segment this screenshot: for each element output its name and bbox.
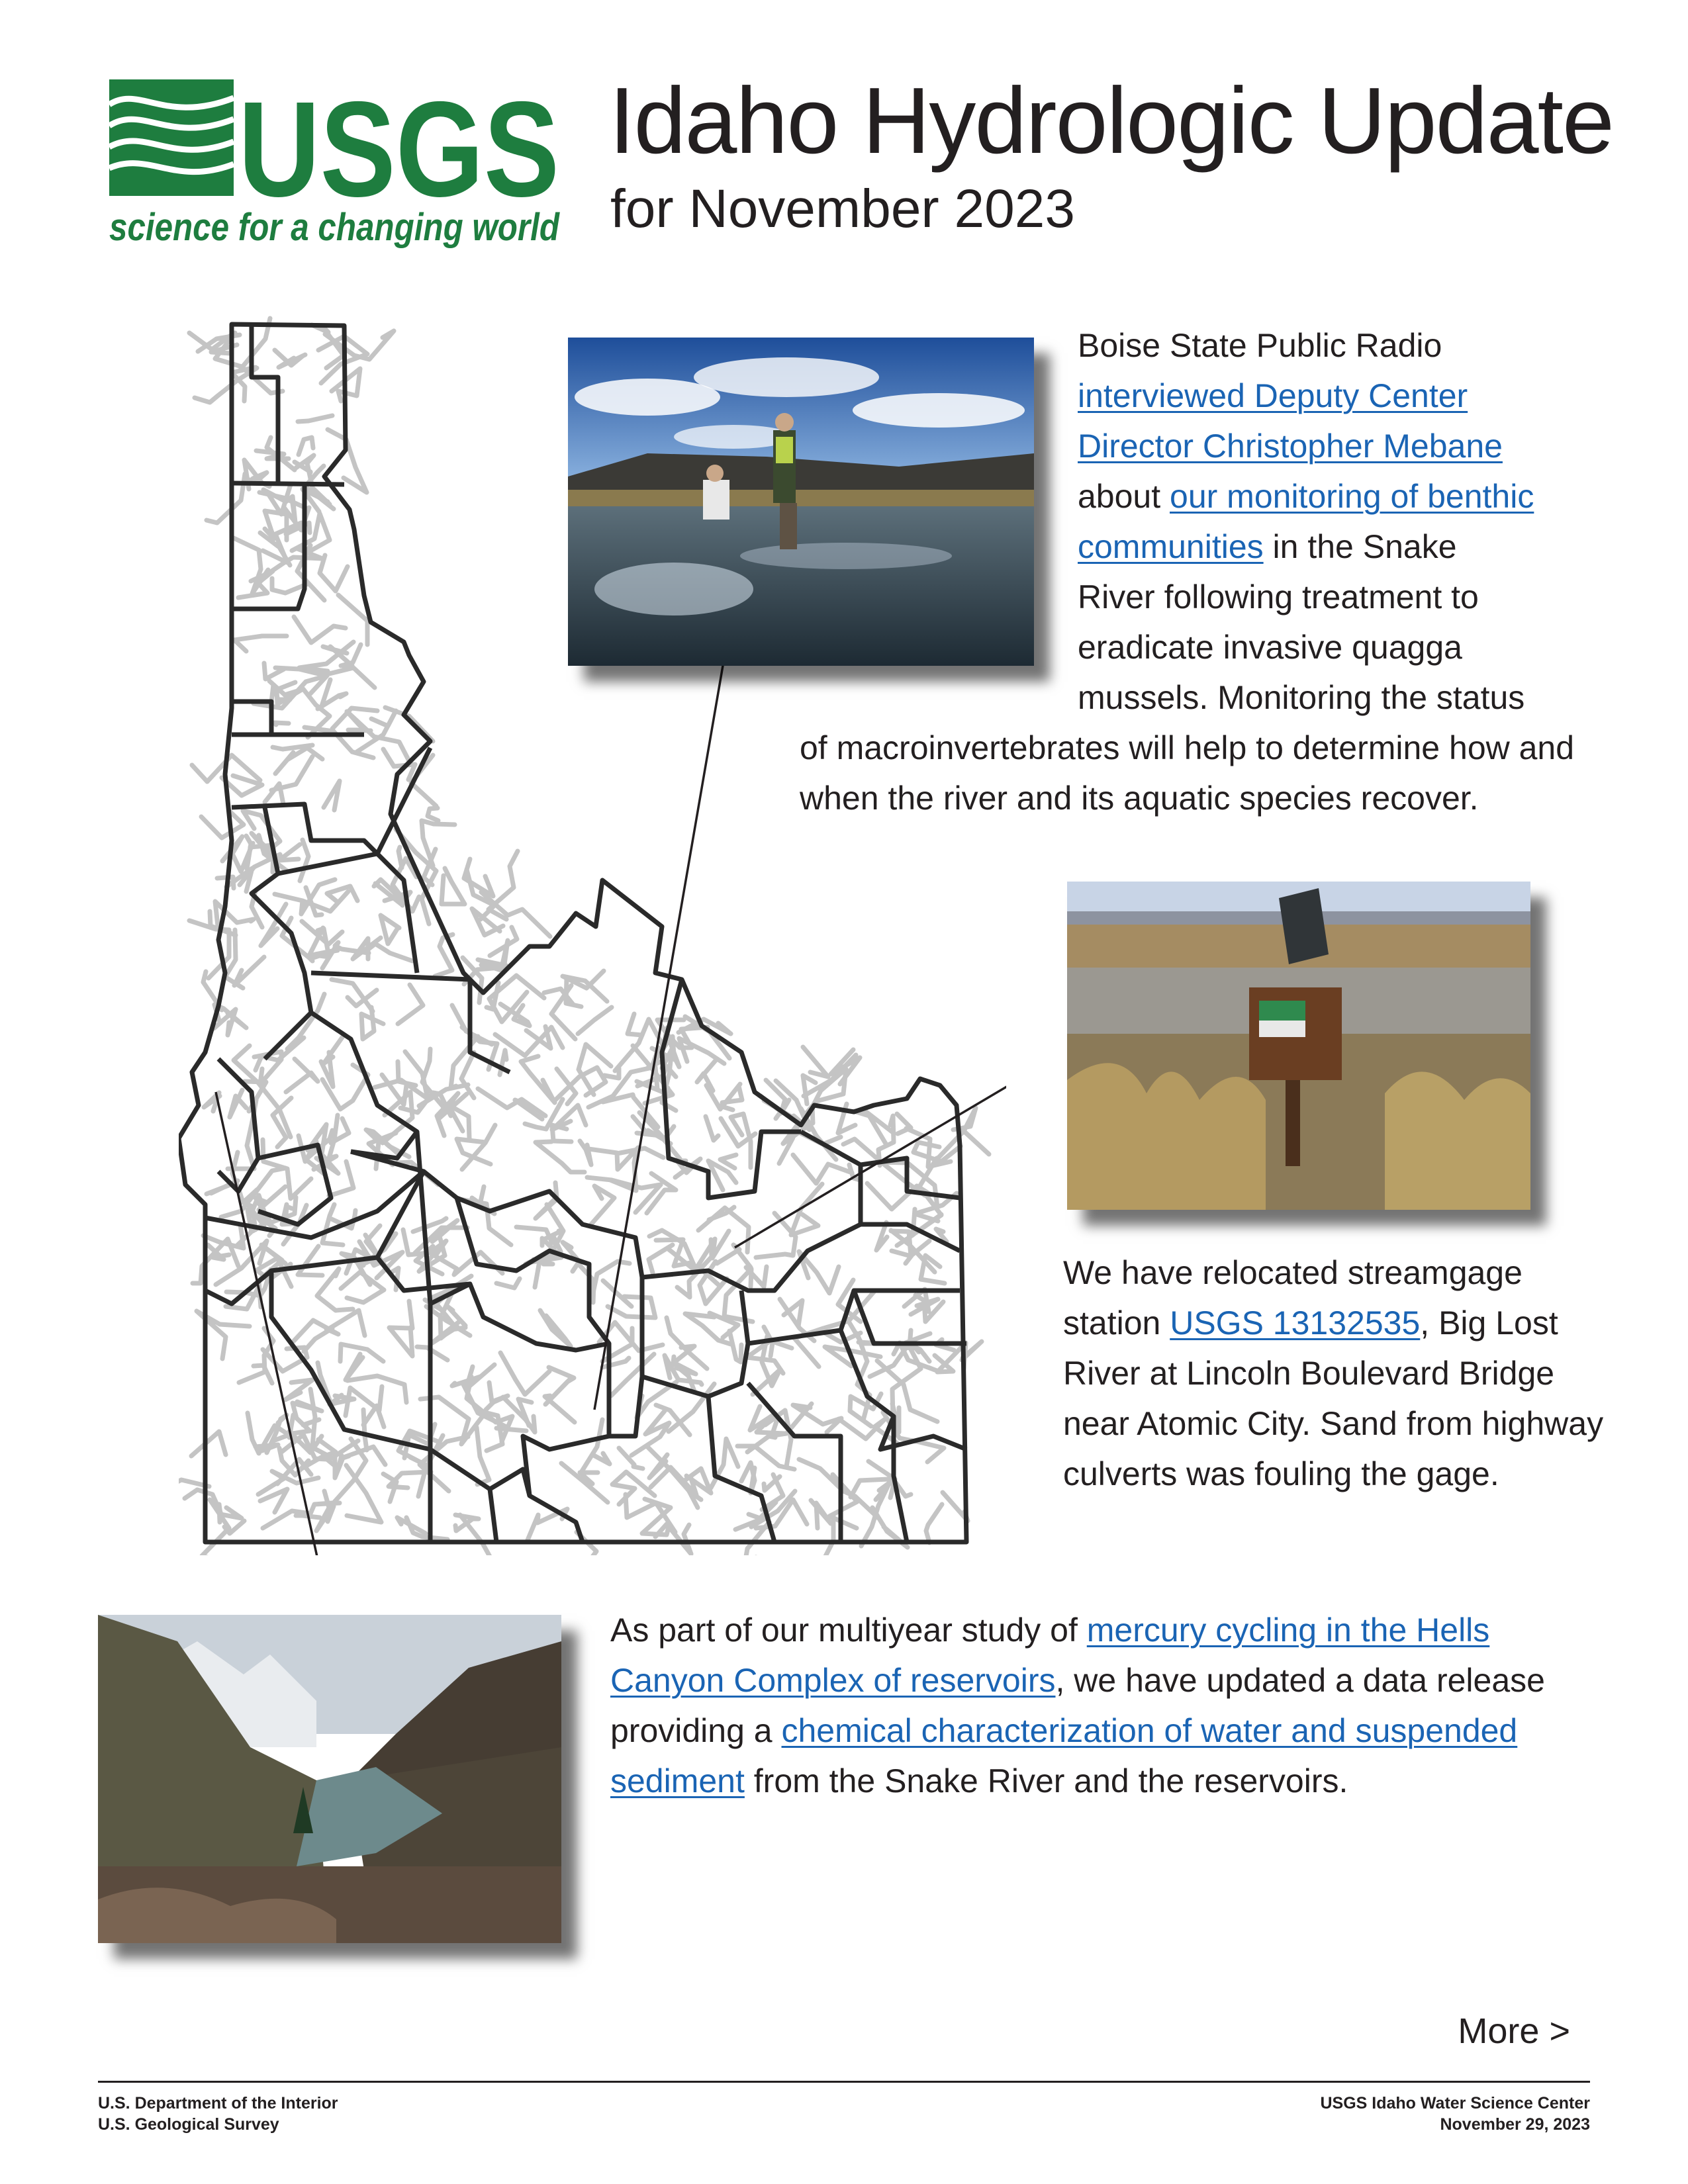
story-line	[610, 1605, 1489, 1655]
stream-line	[346, 1465, 381, 1522]
story-text: in the Snake	[1263, 528, 1457, 565]
footer-department: U.S. Department of the Interior	[98, 2094, 338, 2113]
stream-line	[536, 1142, 585, 1172]
county-line	[232, 483, 344, 484]
page-subtitle: for November 2023	[610, 179, 1075, 239]
stream-line	[540, 1310, 571, 1346]
stream-line	[799, 1251, 839, 1293]
story-line	[1063, 1398, 1603, 1449]
stream-line	[729, 1331, 741, 1362]
stream-line	[298, 1246, 322, 1275]
story-link[interactable]: communities	[1078, 528, 1264, 565]
stream-line	[803, 1047, 828, 1077]
stream-line	[854, 1111, 894, 1144]
footer-survey: U.S. Geological Survey	[98, 2115, 279, 2134]
logo-wordmark: USGS	[238, 78, 559, 225]
story-text: River following treatment to	[1078, 578, 1479, 615]
story-link[interactable]: USGS 13132535	[1170, 1304, 1421, 1342]
stream-line	[299, 437, 313, 455]
stream-line	[272, 578, 306, 593]
stream-line	[287, 994, 324, 1049]
story-line	[800, 773, 1479, 823]
stream-line	[324, 1036, 343, 1064]
stream-line	[611, 1354, 654, 1396]
story-text: of macroinvertebrates will help to determine how and	[800, 729, 1575, 766]
story-line	[1078, 421, 1503, 471]
logo-tagline: science for a changing world	[109, 206, 561, 249]
stream-line	[353, 938, 381, 959]
stream-line	[552, 1125, 571, 1142]
story-text: We have relocated streamgage	[1063, 1254, 1523, 1291]
stream-line	[310, 1389, 315, 1446]
usgs-logo	[106, 78, 563, 250]
stream-line	[724, 1269, 753, 1322]
stream-line	[275, 748, 322, 774]
stream-line	[428, 808, 438, 821]
stream-line	[791, 1184, 822, 1235]
stream-line	[264, 663, 284, 679]
county-line	[490, 1469, 530, 1496]
stream-line	[381, 915, 399, 944]
county-line	[205, 1152, 424, 1304]
stream-line	[649, 1245, 673, 1273]
footer-rule	[98, 2081, 1590, 2083]
stream-line	[706, 1116, 718, 1140]
stream-line	[406, 1518, 447, 1539]
stream-line	[628, 1014, 642, 1035]
stream-line	[811, 1500, 831, 1528]
story-line	[610, 1655, 1545, 1706]
story-text: when the river and its aquatic species recover.	[800, 780, 1479, 817]
stream-line	[398, 985, 423, 1024]
story-text: , Big Lost	[1420, 1304, 1558, 1342]
stream-line	[318, 1363, 342, 1404]
stream-line	[293, 1402, 322, 1418]
usgs-wave-icon	[109, 79, 234, 196]
story-line	[1063, 1348, 1554, 1398]
story-text: providing a	[610, 1712, 782, 1749]
story-line	[1078, 672, 1524, 723]
stream-line	[486, 1383, 508, 1410]
story-line	[1063, 1248, 1523, 1298]
footer-center	[1320, 2093, 1590, 2135]
stream-line	[230, 1090, 246, 1117]
page-title: Idaho Hydrologic Update	[609, 68, 1613, 173]
stream-line	[320, 555, 348, 591]
stream-line	[457, 1139, 491, 1164]
story-text: culverts was fouling the gage.	[1063, 1455, 1499, 1492]
stream-line	[521, 1056, 555, 1103]
stream-line	[201, 811, 244, 838]
story-text: eradicate invasive quagga	[1078, 629, 1462, 666]
stream-line	[720, 1155, 736, 1168]
stream-line	[389, 1301, 412, 1356]
story-line	[610, 1756, 1348, 1806]
story-text: near Atomic City. Sand from highway	[1063, 1405, 1604, 1442]
stream-line	[275, 723, 289, 725]
stream-line	[578, 1007, 612, 1034]
stream-line	[582, 1420, 602, 1471]
footer-agency	[98, 2093, 338, 2135]
story-line	[1078, 572, 1479, 622]
stream-line	[304, 1328, 332, 1351]
stream-line	[496, 1279, 520, 1288]
story-line	[1078, 320, 1442, 371]
footer-center-name: USGS Idaho Water Science Center	[1320, 2094, 1590, 2113]
stream-line	[346, 1354, 363, 1380]
stream-line	[399, 847, 402, 868]
footer-date: November 29, 2023	[1440, 2115, 1590, 2134]
photo-hells-canyon	[98, 1615, 561, 1943]
stream-line	[926, 1504, 942, 1543]
stream-line	[594, 1453, 610, 1464]
stream-line	[234, 636, 287, 651]
stream-line	[448, 1105, 469, 1138]
story-link[interactable]: chemical characterization of water and suspended	[781, 1712, 1518, 1749]
story-text: mussels. Monitoring the status	[1078, 679, 1525, 716]
stream-line	[897, 1114, 911, 1134]
stream-line	[590, 1186, 614, 1225]
stream-line	[772, 1342, 792, 1348]
stream-line	[294, 617, 346, 643]
stream-line	[526, 1026, 551, 1048]
story-line	[1078, 522, 1457, 572]
story-line	[1078, 471, 1534, 522]
stream-line	[477, 1428, 489, 1484]
stream-line	[500, 1353, 549, 1394]
story-text: , we have updated a data release	[1055, 1662, 1545, 1699]
story-text: station	[1063, 1304, 1170, 1342]
story-line	[1078, 371, 1468, 421]
stream-line	[442, 868, 465, 904]
story-link[interactable]: sediment	[610, 1762, 745, 1799]
photo-streamgage	[1067, 882, 1530, 1210]
stream-line	[191, 1432, 226, 1456]
stream-line	[461, 1052, 474, 1098]
story-line	[610, 1706, 1517, 1756]
stream-line	[422, 821, 455, 866]
story-text: about	[1078, 478, 1170, 515]
story-line	[800, 723, 1574, 773]
county-line	[741, 1291, 748, 1343]
stream-line	[793, 1155, 852, 1183]
story-link[interactable]: interviewed Deputy Center	[1078, 377, 1468, 414]
stream-line	[215, 333, 283, 393]
story-line	[1063, 1449, 1499, 1499]
stream-line	[298, 416, 332, 422]
photo-benthic-sampling	[568, 338, 1034, 666]
stream-line	[369, 944, 412, 961]
stream-line	[286, 1059, 318, 1092]
more-link[interactable]: More >	[1458, 2011, 1570, 2051]
story-text: Boise State Public Radio	[1078, 327, 1442, 364]
story-link[interactable]: Director Christopher Mebane	[1078, 428, 1503, 465]
story-link[interactable]: our monitoring of benthic	[1170, 478, 1534, 515]
stream-line	[324, 781, 340, 810]
stream-line	[234, 957, 264, 985]
stream-line	[267, 549, 322, 574]
story-text: River at Lincoln Boulevard Bridge	[1063, 1355, 1555, 1392]
story-line	[1063, 1298, 1558, 1348]
stream-line	[256, 451, 289, 459]
story-link[interactable]: Canyon Complex of reservoirs	[610, 1662, 1056, 1699]
story-link[interactable]: mercury cycling in the Hells	[1086, 1612, 1490, 1649]
stream-line	[363, 1410, 367, 1450]
stream-line	[580, 1141, 591, 1165]
stream-line	[603, 1281, 632, 1306]
stream-line	[338, 595, 367, 645]
story-text: As part of our multiyear study of	[610, 1612, 1087, 1649]
story-text: from the Snake River and the reservoirs.	[744, 1762, 1348, 1799]
story-line	[1078, 622, 1462, 672]
